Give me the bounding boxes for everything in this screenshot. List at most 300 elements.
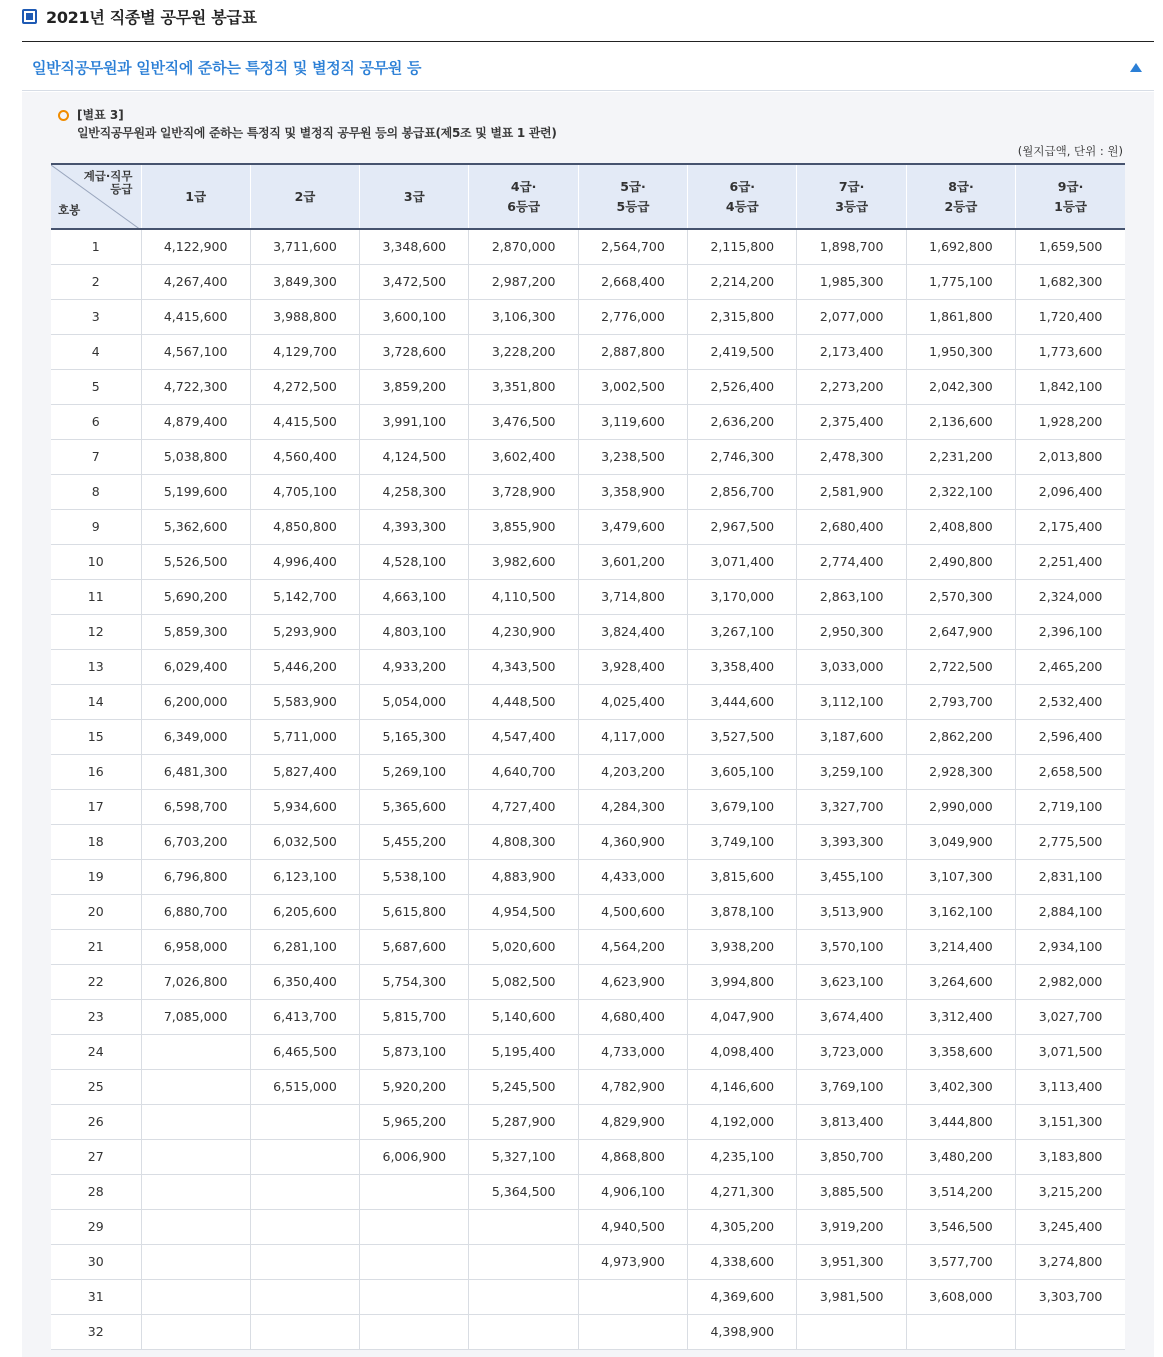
salary-cell: 6,796,800 [141,859,250,894]
salary-cell: 2,668,400 [578,264,687,299]
salary-cell: 4,850,800 [250,509,359,544]
accordion-title[interactable]: 일반직공무원과 일반직에 준하는 특정직 및 별정직 공무원 등 [32,59,422,77]
salary-cell: 5,365,600 [360,789,469,824]
salary-cell: 3,170,000 [688,579,797,614]
salary-cell: 5,082,500 [469,964,578,999]
salary-cell: 2,532,400 [1016,684,1125,719]
salary-cell: 2,013,800 [1016,439,1125,474]
salary-cell: 4,284,300 [578,789,687,824]
salary-cell: 4,564,200 [578,929,687,964]
corner-grade-label [84,170,133,196]
table-row [51,474,1125,509]
salary-cell: 4,868,800 [578,1139,687,1174]
salary-cell: 4,117,000 [578,719,687,754]
column-header-line: 2급 [294,188,316,204]
salary-cell: 3,988,800 [250,299,359,334]
salary-cell: 4,433,000 [578,859,687,894]
salary-cell: 3,162,100 [906,894,1015,929]
salary-cell: 2,596,400 [1016,719,1125,754]
column-header [797,164,906,229]
table-row [51,1174,1125,1209]
table-row [51,684,1125,719]
salary-cell: 3,600,100 [360,299,469,334]
salary-cell: 4,733,000 [578,1034,687,1069]
step-number-cell: 28 [51,1174,141,1209]
salary-cell: 3,951,300 [797,1244,906,1279]
salary-cell: 5,873,100 [360,1034,469,1069]
salary-cell: 4,973,900 [578,1244,687,1279]
salary-cell: 4,267,400 [141,264,250,299]
salary-cell: 5,245,500 [469,1069,578,1104]
salary-cell: 3,027,700 [1016,999,1125,1034]
salary-cell: 6,958,000 [141,929,250,964]
salary-cell: 4,271,300 [688,1174,797,1209]
reference-label: [별표 3] [77,108,124,122]
salary-cell: 2,870,000 [469,229,578,264]
salary-cell: 2,419,500 [688,334,797,369]
salary-cell: 3,238,500 [578,439,687,474]
salary-cell [906,1314,1015,1349]
salary-cell: 6,598,700 [141,789,250,824]
salary-cell: 4,235,100 [688,1139,797,1174]
salary-cell [469,1279,578,1314]
salary-cell [250,1314,359,1349]
unit-note: (월지급액, 단위 : 원) [1017,144,1123,158]
salary-cell [141,1139,250,1174]
salary-cell: 3,928,400 [578,649,687,684]
salary-cell: 2,863,100 [797,579,906,614]
salary-cell: 2,934,100 [1016,929,1125,964]
table-row [51,264,1125,299]
step-number-cell: 10 [51,544,141,579]
accordion-panel [22,92,1154,1357]
salary-cell: 2,647,900 [906,614,1015,649]
salary-cell: 2,273,200 [797,369,906,404]
salary-cell: 4,124,500 [360,439,469,474]
salary-cell: 3,327,700 [797,789,906,824]
table-row [51,404,1125,439]
salary-cell: 4,567,100 [141,334,250,369]
salary-cell: 2,887,800 [578,334,687,369]
salary-cell: 3,472,500 [360,264,469,299]
salary-cell: 3,602,400 [469,439,578,474]
salary-cell: 6,200,000 [141,684,250,719]
salary-cell: 6,032,500 [250,824,359,859]
salary-cell: 3,855,900 [469,509,578,544]
salary-cell: 3,813,400 [797,1104,906,1139]
salary-cell: 5,965,200 [360,1104,469,1139]
salary-cell [141,1174,250,1209]
salary-cell: 3,444,600 [688,684,797,719]
salary-cell [360,1244,469,1279]
salary-cell: 3,570,100 [797,929,906,964]
salary-cell: 3,824,400 [578,614,687,649]
salary-cell: 3,214,400 [906,929,1015,964]
table-row [51,1279,1125,1314]
salary-cell: 3,601,200 [578,544,687,579]
salary-cell: 3,728,900 [469,474,578,509]
step-number-cell: 30 [51,1244,141,1279]
salary-cell [360,1279,469,1314]
salary-cell: 3,113,400 [1016,1069,1125,1104]
salary-cell: 5,754,300 [360,964,469,999]
salary-cell: 3,444,800 [906,1104,1015,1139]
table-row [51,1244,1125,1279]
page-header [22,0,1154,42]
salary-cell: 2,636,200 [688,404,797,439]
salary-cell [250,1104,359,1139]
salary-cell: 5,455,200 [360,824,469,859]
page-title: 2021년 직종별 공무원 봉급표 [46,8,257,27]
salary-cell: 6,006,900 [360,1139,469,1174]
salary-cell: 5,526,500 [141,544,250,579]
salary-cell: 2,719,100 [1016,789,1125,824]
salary-cell: 2,465,200 [1016,649,1125,684]
salary-cell: 4,305,200 [688,1209,797,1244]
salary-cell: 4,528,100 [360,544,469,579]
salary-cell: 3,994,800 [688,964,797,999]
step-number-cell: 31 [51,1279,141,1314]
salary-cell [360,1174,469,1209]
salary-cell: 2,967,500 [688,509,797,544]
salary-cell: 5,538,100 [360,859,469,894]
column-header-line: 2등급 [944,198,978,214]
table-row [51,1209,1125,1244]
table-row [51,614,1125,649]
salary-cell: 3,151,300 [1016,1104,1125,1139]
corner-header-cell [51,164,141,229]
salary-cell: 2,096,400 [1016,474,1125,509]
table-row [51,334,1125,369]
salary-cell: 3,049,900 [906,824,1015,859]
salary-cell [141,1034,250,1069]
column-header-line: 3등급 [835,198,869,214]
salary-cell: 5,615,800 [360,894,469,929]
salary-cell: 5,690,200 [141,579,250,614]
salary-cell: 6,029,400 [141,649,250,684]
step-number-cell: 5 [51,369,141,404]
salary-cell: 1,682,300 [1016,264,1125,299]
salary-cell: 5,195,400 [469,1034,578,1069]
step-number-cell: 26 [51,1104,141,1139]
salary-cell: 3,071,500 [1016,1034,1125,1069]
salary-cell: 3,358,400 [688,649,797,684]
salary-cell: 5,711,000 [250,719,359,754]
salary-cell: 2,990,000 [906,789,1015,824]
salary-cell: 4,782,900 [578,1069,687,1104]
column-header-line: 7급· [838,178,865,194]
table-row [51,719,1125,754]
salary-cell: 2,658,500 [1016,754,1125,789]
salary-cell: 3,815,600 [688,859,797,894]
salary-cell: 3,274,800 [1016,1244,1125,1279]
table-row [51,859,1125,894]
salary-cell: 5,165,300 [360,719,469,754]
salary-cell: 3,919,200 [797,1209,906,1244]
table-row [51,299,1125,334]
salary-cell [141,1209,250,1244]
salary-cell: 3,112,100 [797,684,906,719]
salary-cell: 3,679,100 [688,789,797,824]
salary-cell: 2,396,100 [1016,614,1125,649]
salary-cell [250,1209,359,1244]
salary-cell: 2,982,000 [1016,964,1125,999]
salary-cell: 2,928,300 [906,754,1015,789]
salary-cell: 4,025,400 [578,684,687,719]
salary-cell: 2,136,600 [906,404,1015,439]
salary-cell: 6,413,700 [250,999,359,1034]
salary-cell: 2,526,400 [688,369,797,404]
salary-cell: 6,465,500 [250,1034,359,1069]
salary-cell: 1,861,800 [906,299,1015,334]
salary-cell: 3,245,400 [1016,1209,1125,1244]
salary-cell: 3,348,600 [360,229,469,264]
salary-cell: 2,175,400 [1016,509,1125,544]
salary-cell: 3,938,200 [688,929,797,964]
salary-cell: 4,954,500 [469,894,578,929]
column-header [578,164,687,229]
salary-cell [578,1314,687,1349]
salary-cell: 5,446,200 [250,649,359,684]
table-row [51,1139,1125,1174]
salary-cell [1016,1314,1125,1349]
table-row [51,1069,1125,1104]
salary-cell: 3,885,500 [797,1174,906,1209]
salary-cell [578,1279,687,1314]
salary-cell [141,1279,250,1314]
step-number-cell: 27 [51,1139,141,1174]
salary-cell: 6,281,100 [250,929,359,964]
column-header [469,164,578,229]
salary-cell: 2,722,500 [906,649,1015,684]
salary-cell: 2,775,500 [1016,824,1125,859]
salary-cell: 2,315,800 [688,299,797,334]
step-number-cell: 1 [51,229,141,264]
table-row [51,754,1125,789]
column-header-line: 5급· [620,178,646,194]
salary-cell: 3,393,300 [797,824,906,859]
salary-cell: 3,674,400 [797,999,906,1034]
salary-cell: 4,192,000 [688,1104,797,1139]
salary-cell: 4,808,300 [469,824,578,859]
salary-cell: 3,479,600 [578,509,687,544]
salary-cell: 3,228,200 [469,334,578,369]
salary-cell: 5,054,000 [360,684,469,719]
step-number-cell: 8 [51,474,141,509]
salary-cell: 3,303,700 [1016,1279,1125,1314]
salary-cell: 4,933,200 [360,649,469,684]
corner-grade-line: 등급 [110,182,133,196]
salary-cell: 6,703,200 [141,824,250,859]
salary-cell: 3,769,100 [797,1069,906,1104]
step-number-cell: 11 [51,579,141,614]
salary-cell: 2,774,400 [797,544,906,579]
salary-cell: 2,884,100 [1016,894,1125,929]
step-number-cell: 21 [51,929,141,964]
triangle-up-icon[interactable] [1130,63,1142,72]
step-number-cell: 23 [51,999,141,1034]
accordion-header[interactable] [22,43,1154,91]
salary-cell: 2,077,000 [797,299,906,334]
salary-cell [469,1209,578,1244]
table-row [51,894,1125,929]
salary-cell: 4,272,500 [250,369,359,404]
salary-cell: 5,287,900 [469,1104,578,1139]
salary-cell: 5,362,600 [141,509,250,544]
step-number-cell: 17 [51,789,141,824]
salary-cell: 3,358,900 [578,474,687,509]
table-row [51,229,1125,264]
table-row [51,789,1125,824]
salary-cell [141,1314,250,1349]
salary-cell: 4,727,400 [469,789,578,824]
step-number-cell: 32 [51,1314,141,1349]
salary-cell: 4,663,100 [360,579,469,614]
table-row [51,439,1125,474]
salary-cell [250,1279,359,1314]
salary-cell: 3,107,300 [906,859,1015,894]
column-header-line: 4급· [510,178,537,194]
salary-cell [250,1174,359,1209]
salary-cell: 4,547,400 [469,719,578,754]
salary-cell: 2,793,700 [906,684,1015,719]
step-number-cell: 25 [51,1069,141,1104]
salary-cell: 2,251,400 [1016,544,1125,579]
salary-cell: 3,476,500 [469,404,578,439]
salary-cell: 3,878,100 [688,894,797,929]
salary-cell: 5,038,800 [141,439,250,474]
salary-cell [250,1244,359,1279]
column-header-line: 3급 [403,188,425,204]
table-row [51,824,1125,859]
salary-cell: 4,415,600 [141,299,250,334]
salary-cell: 5,827,400 [250,754,359,789]
salary-cell: 3,455,100 [797,859,906,894]
column-header-line: 4등급 [725,198,759,214]
table-row [51,929,1125,964]
salary-cell: 4,146,600 [688,1069,797,1104]
step-number-cell: 24 [51,1034,141,1069]
salary-cell: 1,842,100 [1016,369,1125,404]
salary-cell: 4,722,300 [141,369,250,404]
salary-cell: 2,490,800 [906,544,1015,579]
salary-cell: 3,859,200 [360,369,469,404]
salary-cell: 3,358,600 [906,1034,1015,1069]
table-row [51,369,1125,404]
salary-cell: 3,728,600 [360,334,469,369]
salary-cell: 5,364,500 [469,1174,578,1209]
salary-cell: 2,478,300 [797,439,906,474]
salary-cell: 6,123,100 [250,859,359,894]
salary-cell: 1,773,600 [1016,334,1125,369]
salary-cell: 5,920,200 [360,1069,469,1104]
salary-cell: 4,803,100 [360,614,469,649]
salary-cell: 6,515,000 [250,1069,359,1104]
salary-cell: 5,199,600 [141,474,250,509]
column-header-line: 8급· [948,178,974,194]
salary-cell: 3,546,500 [906,1209,1015,1244]
salary-cell: 3,850,700 [797,1139,906,1174]
step-number-cell: 3 [51,299,141,334]
ring-bullet-icon [58,110,69,121]
table-description: 일반직공무원과 일반직에 준하는 특정직 및 별정직 공무원 등의 봉급표(제5조 및 별표 1 관련) [77,126,557,140]
salary-cell: 3,513,900 [797,894,906,929]
table-row [51,1314,1125,1349]
table-row [51,964,1125,999]
salary-cell: 2,776,000 [578,299,687,334]
salary-cell: 4,879,400 [141,404,250,439]
salary-cell: 1,720,400 [1016,299,1125,334]
salary-cell: 4,230,900 [469,614,578,649]
salary-cell: 2,862,200 [906,719,1015,754]
salary-cell: 1,985,300 [797,264,906,299]
table-row [51,544,1125,579]
salary-cell: 3,711,600 [250,229,359,264]
column-header [250,164,359,229]
salary-cell: 4,360,900 [578,824,687,859]
salary-cell: 2,581,900 [797,474,906,509]
pay-scale-table [51,163,1125,1350]
salary-cell: 3,714,800 [578,579,687,614]
salary-cell: 4,906,100 [578,1174,687,1209]
table-row [51,999,1125,1034]
column-header [141,164,250,229]
salary-cell: 4,338,600 [688,1244,797,1279]
salary-cell: 6,205,600 [250,894,359,929]
salary-cell: 2,173,400 [797,334,906,369]
step-number-cell: 9 [51,509,141,544]
step-number-cell: 15 [51,719,141,754]
salary-cell: 4,560,400 [250,439,359,474]
salary-cell: 5,269,100 [360,754,469,789]
salary-cell: 3,312,400 [906,999,1015,1034]
salary-cell: 3,723,000 [797,1034,906,1069]
salary-cell: 3,187,600 [797,719,906,754]
salary-cell: 4,398,900 [688,1314,797,1349]
salary-cell: 2,680,400 [797,509,906,544]
table-body [51,229,1125,1349]
salary-cell: 2,570,300 [906,579,1015,614]
corner-step-label: 호봉 [58,203,81,217]
salary-cell: 4,393,300 [360,509,469,544]
salary-cell: 3,605,100 [688,754,797,789]
column-header-line: 9급· [1057,178,1084,194]
salary-cell: 4,705,100 [250,474,359,509]
salary-cell: 4,258,300 [360,474,469,509]
salary-cell: 6,349,000 [141,719,250,754]
salary-cell: 2,831,100 [1016,859,1125,894]
step-number-cell: 2 [51,264,141,299]
salary-cell: 4,343,500 [469,649,578,684]
salary-cell: 1,775,100 [906,264,1015,299]
salary-cell: 1,659,500 [1016,229,1125,264]
table-row [51,1104,1125,1139]
salary-cell: 3,071,400 [688,544,797,579]
step-number-cell: 13 [51,649,141,684]
salary-cell: 4,110,500 [469,579,578,614]
square-bullet-icon [22,9,37,24]
table-header [51,164,1125,229]
salary-cell: 3,982,600 [469,544,578,579]
salary-cell: 4,640,700 [469,754,578,789]
salary-cell [141,1244,250,1279]
salary-cell: 2,231,200 [906,439,1015,474]
salary-cell [141,1104,250,1139]
salary-cell: 4,940,500 [578,1209,687,1244]
salary-cell: 7,026,800 [141,964,250,999]
step-number-cell: 12 [51,614,141,649]
salary-cell: 2,324,000 [1016,579,1125,614]
